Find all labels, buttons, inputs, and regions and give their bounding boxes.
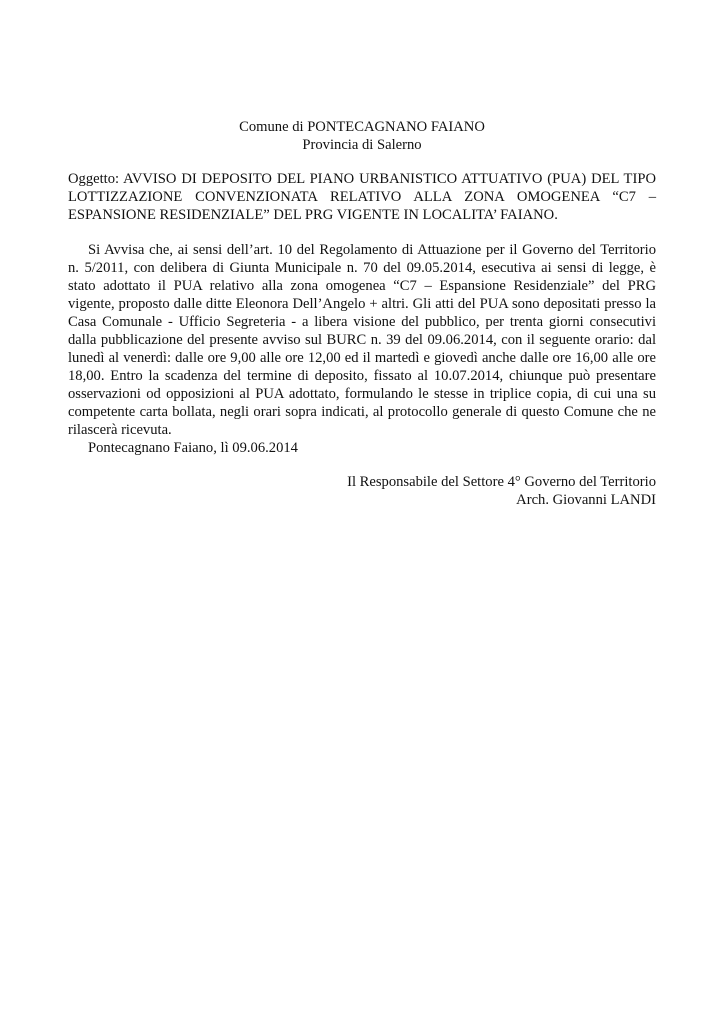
paragraph-line: lunedì al venerdì: dalle ore 9,00 alle ore 12,00 ed il martedì e giovedì anche dalle ore 16,00 alle ore: [68, 350, 656, 366]
paragraph-line: 18,00. Entro la scadenza del termine di deposito, fissato al 10.07.2014, chiunque può presentare: [68, 368, 656, 384]
document-header: [68, 118, 656, 154]
province-name: Provincia di Salerno: [302, 137, 422, 153]
paragraph-line: dalla pubblicazione del presente avviso sul BURC n. 39 del 09.06.2014, con il seguente orario: dal: [68, 332, 656, 348]
notice-paragraph: [68, 241, 656, 457]
signatory-name: Arch. Giovanni LANDI: [516, 492, 656, 508]
signatory-role: Il Responsabile del Settore 4° Governo del Territorio: [347, 474, 656, 490]
paragraph-line: competente carta bollata, negli orari sopra indicati, al protocollo generale di questo Comune che ne: [68, 404, 656, 420]
paragraph-line: osservazioni od opposizioni al PUA adottato, formulando le stesse in triplice copia, di cui una su: [68, 386, 656, 402]
subject-block: [68, 170, 656, 224]
subject-line: Oggetto: AVVISO DI DEPOSITO DEL PIANO URBANISTICO ATTUATIVO (PUA) DEL TIPO: [68, 171, 656, 187]
municipality-name: Comune di PONTECAGNANO FAIANO: [239, 119, 485, 135]
document-body: [68, 118, 656, 509]
paragraph-line: vigente, proposto dalle ditte Eleonora Dell’Angelo + altri. Gli atti del PUA sono depositati presso la: [68, 296, 656, 312]
subject-line: ESPANSIONE RESIDENZIALE” DEL PRG VIGENTE IN LOCALITA’ FAIANO.: [68, 207, 558, 223]
place-date: Pontecagnano Faiano, lì 09.06.2014: [88, 440, 298, 456]
paragraph-line: Si Avvisa che, ai sensi dell’art. 10 del Regolamento di Attuazione per il Governo del Territorio: [88, 242, 656, 258]
subject-line: LOTTIZZAZIONE CONVENZIONATA RELATIVO ALLA ZONA OMOGENEA “C7 –: [68, 189, 656, 205]
signature-block: [68, 473, 656, 509]
paragraph-line: rilascerà ricevuta.: [68, 422, 172, 438]
paragraph-line: Casa Comunale - Ufficio Segreteria - a libera visione del pubblico, per trenta giorni consecutivi: [68, 314, 656, 330]
paragraph-line: n. 5/2011, con delibera di Giunta Municipale n. 70 del 09.05.2014, esecutiva ai sensi di legge, è: [68, 260, 656, 276]
paragraph-line: stato adottato il PUA relativo alla zona omogenea “C7 – Espansione Residenziale” del PRG: [68, 278, 656, 294]
